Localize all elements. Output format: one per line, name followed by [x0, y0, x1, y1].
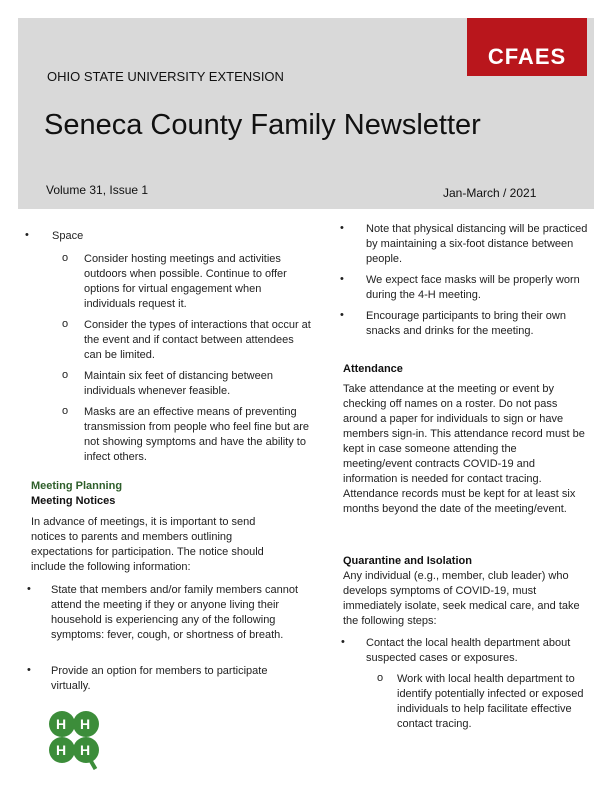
quarantine-heading: Quarantine and Isolation [343, 555, 472, 567]
attendance-paragraph: Take attendance at the meeting or event by checking off names on a roster. Do not pass around a paper for individuals to sign or have members sign-in. This attendance record must be kept in case someone attending the meeting/event contracts COVID-19 and information is needed for contact tracing. Attendance records must be kept for at least six months beyond the date of the meeting/event. [343, 383, 585, 515]
logo-text: CFAES [487, 44, 567, 69]
notice-bullet: State that members and/or family members cannot attend the meeting if they or anyone living their household is experiencing any of the following symptoms: fever, cough, or shortness of breath. [51, 584, 298, 641]
four-h-clover-icon [40, 708, 108, 770]
space-item: Consider the types of interactions that occur at the event and if contact between attendees can be limited. [84, 319, 311, 361]
space-item: Maintain six feet of distancing between individuals whenever feasible. [84, 370, 273, 397]
bullet-icon: • [340, 273, 344, 285]
bullet-icon: • [25, 229, 29, 241]
bullet-icon: • [340, 222, 344, 234]
svg-text:H: H [80, 716, 91, 732]
sub-bullet-icon: o [62, 369, 69, 381]
newsletter-title: Seneca County Family Newsletter [44, 109, 481, 141]
svg-text:H: H [80, 742, 91, 758]
bullet-icon: • [340, 309, 344, 321]
right-bullet: Encourage participants to bring their own snacks and drinks for the meeting. [366, 310, 566, 337]
space-label: Space [52, 230, 84, 242]
right-bullet: Note that physical distancing will be practiced by maintaining a six-foot distance between people. [366, 223, 588, 265]
sub-bullet-icon: o [62, 318, 69, 330]
volume-issue: Volume 31, Issue 1 [46, 183, 149, 197]
quarantine-bullet: Contact the local health department about suspected cases or exposures. [366, 637, 571, 664]
sub-bullet-icon: o [62, 405, 69, 417]
space-item: Masks are an effective means of preventing transmission from people who feel fine but are not showing symptoms and have the ability to infect others. [84, 406, 310, 463]
svg-text:H: H [56, 716, 67, 732]
bullet-icon: • [341, 636, 345, 648]
quarantine-sub-bullet: Work with local health department to identify potentially infected or exposed individuals to help facilitate effective contact tracing. [397, 673, 584, 730]
org-name: OHIO STATE UNIVERSITY EXTENSION [47, 69, 284, 84]
notices-paragraph: In advance of meetings, it is important to send notices to parents and members outlining expectations for participation. The notice should include the following information: [31, 516, 264, 573]
bullet-icon: • [27, 664, 31, 676]
bullet-icon: • [27, 583, 31, 595]
sub-bullet-icon: o [62, 252, 69, 264]
cfaes-logo [467, 18, 587, 76]
section-label: Meeting Planning [31, 480, 123, 492]
attendance-heading: Attendance [343, 363, 403, 375]
right-bullet: We expect face masks will be properly worn during the 4-H meeting. [366, 274, 580, 301]
svg-text:H: H [56, 742, 67, 758]
quarantine-paragraph: Any individual (e.g., member, club leader) who develops symptoms of COVID-19, must immediately isolate, seek medical care, and take the following steps: [343, 570, 580, 627]
space-item: Consider hosting meetings and activities outdoors when possible. Continue to offer options for virtual engagement when individuals request it. [84, 253, 287, 310]
notice-bullet: Provide an option for members to participate virtually. [51, 665, 268, 692]
section-heading: Meeting Notices [31, 495, 116, 507]
issue-date: Jan-March / 2021 [443, 186, 537, 200]
sub-bullet-icon: o [377, 672, 384, 684]
